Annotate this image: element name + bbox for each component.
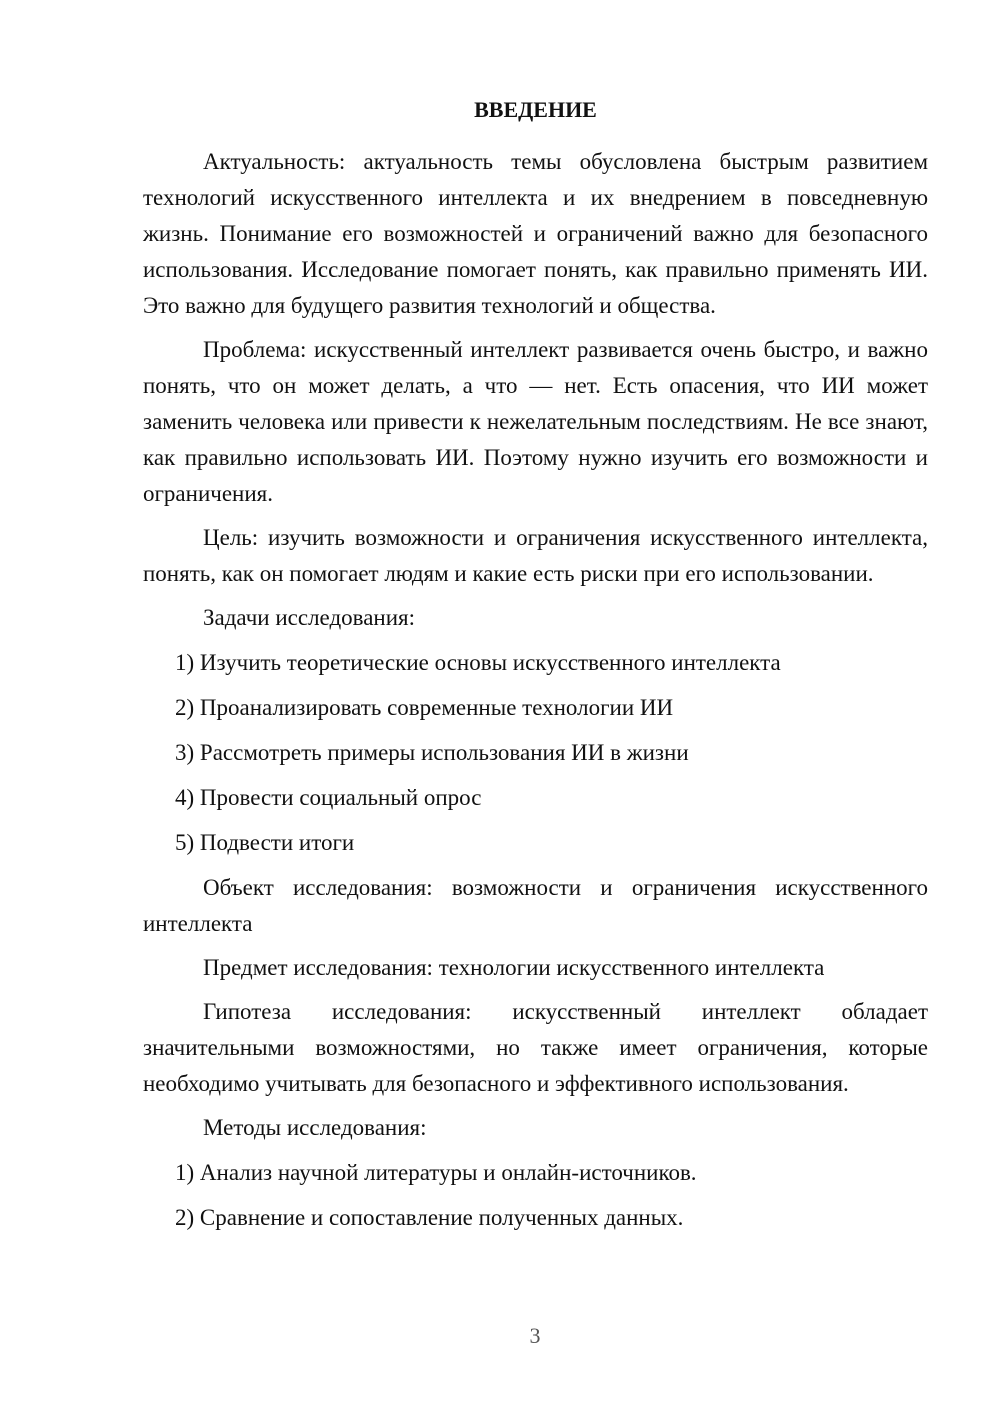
methods-list <box>143 1155 928 1236</box>
list-item: 5) Подвести итоги <box>175 830 355 855</box>
tasks-list <box>143 645 928 861</box>
list-item: 2) Сравнение и сопоставление полученных данных. <box>175 1205 684 1230</box>
hypothesis-paragraph: Гипотеза исследования: искусственный интеллект обладает значительными возможностями, но также имеет ограничения, которые необходимо учитывать для безопасного и эффективного использования. <box>143 999 928 1096</box>
page-title: ВВЕДЕНИЕ <box>474 97 597 122</box>
methods-label: Методы исследования: <box>203 1115 427 1140</box>
list-item: 2) Проанализировать современные технологии ИИ <box>175 695 674 720</box>
tasks-label: Задачи исследования: <box>203 605 416 630</box>
list-item: 3) Рассмотреть примеры использования ИИ в жизни <box>175 740 689 765</box>
object-paragraph: Объект исследования: возможности и ограничения искусственного интеллекта <box>143 875 928 936</box>
list-item: 1) Анализ научной литературы и онлайн-источников. <box>175 1160 697 1185</box>
relevance-paragraph: Актуальность: актуальность темы обусловлена быстрым развитием технологий искусственного интеллекта и их внедрением в повседневную жизнь. Понимание его возможностей и ограничений важно для безопасного использования. Исследование помогает понять, как правильно применять ИИ. Это важно для будущего развития технологий и общества. <box>143 149 928 318</box>
problem-paragraph: Проблема: искусственный интеллект развивается очень быстро, и важно понять, что он может делать, а что — нет. Есть опасения, что ИИ может заменить человека или привести к нежелательным последствиям. Не все знают, как правильно использовать ИИ. Поэтому нужно изучить его возможности и ограничения. <box>143 337 928 506</box>
goal-paragraph: Цель: изучить возможности и ограничения искусственного интеллекта, понять, как он помогает людям и какие есть риски при его использовании. <box>143 525 928 586</box>
list-item: 1) Изучить теоретические основы искусственного интеллекта <box>175 650 781 675</box>
list-item: 4) Провести социальный опрос <box>175 785 482 810</box>
document-body <box>143 92 928 1245</box>
page-number: 3 <box>529 1323 541 1348</box>
subject-paragraph: Предмет исследования: технологии искусственного интеллекта <box>203 955 825 980</box>
